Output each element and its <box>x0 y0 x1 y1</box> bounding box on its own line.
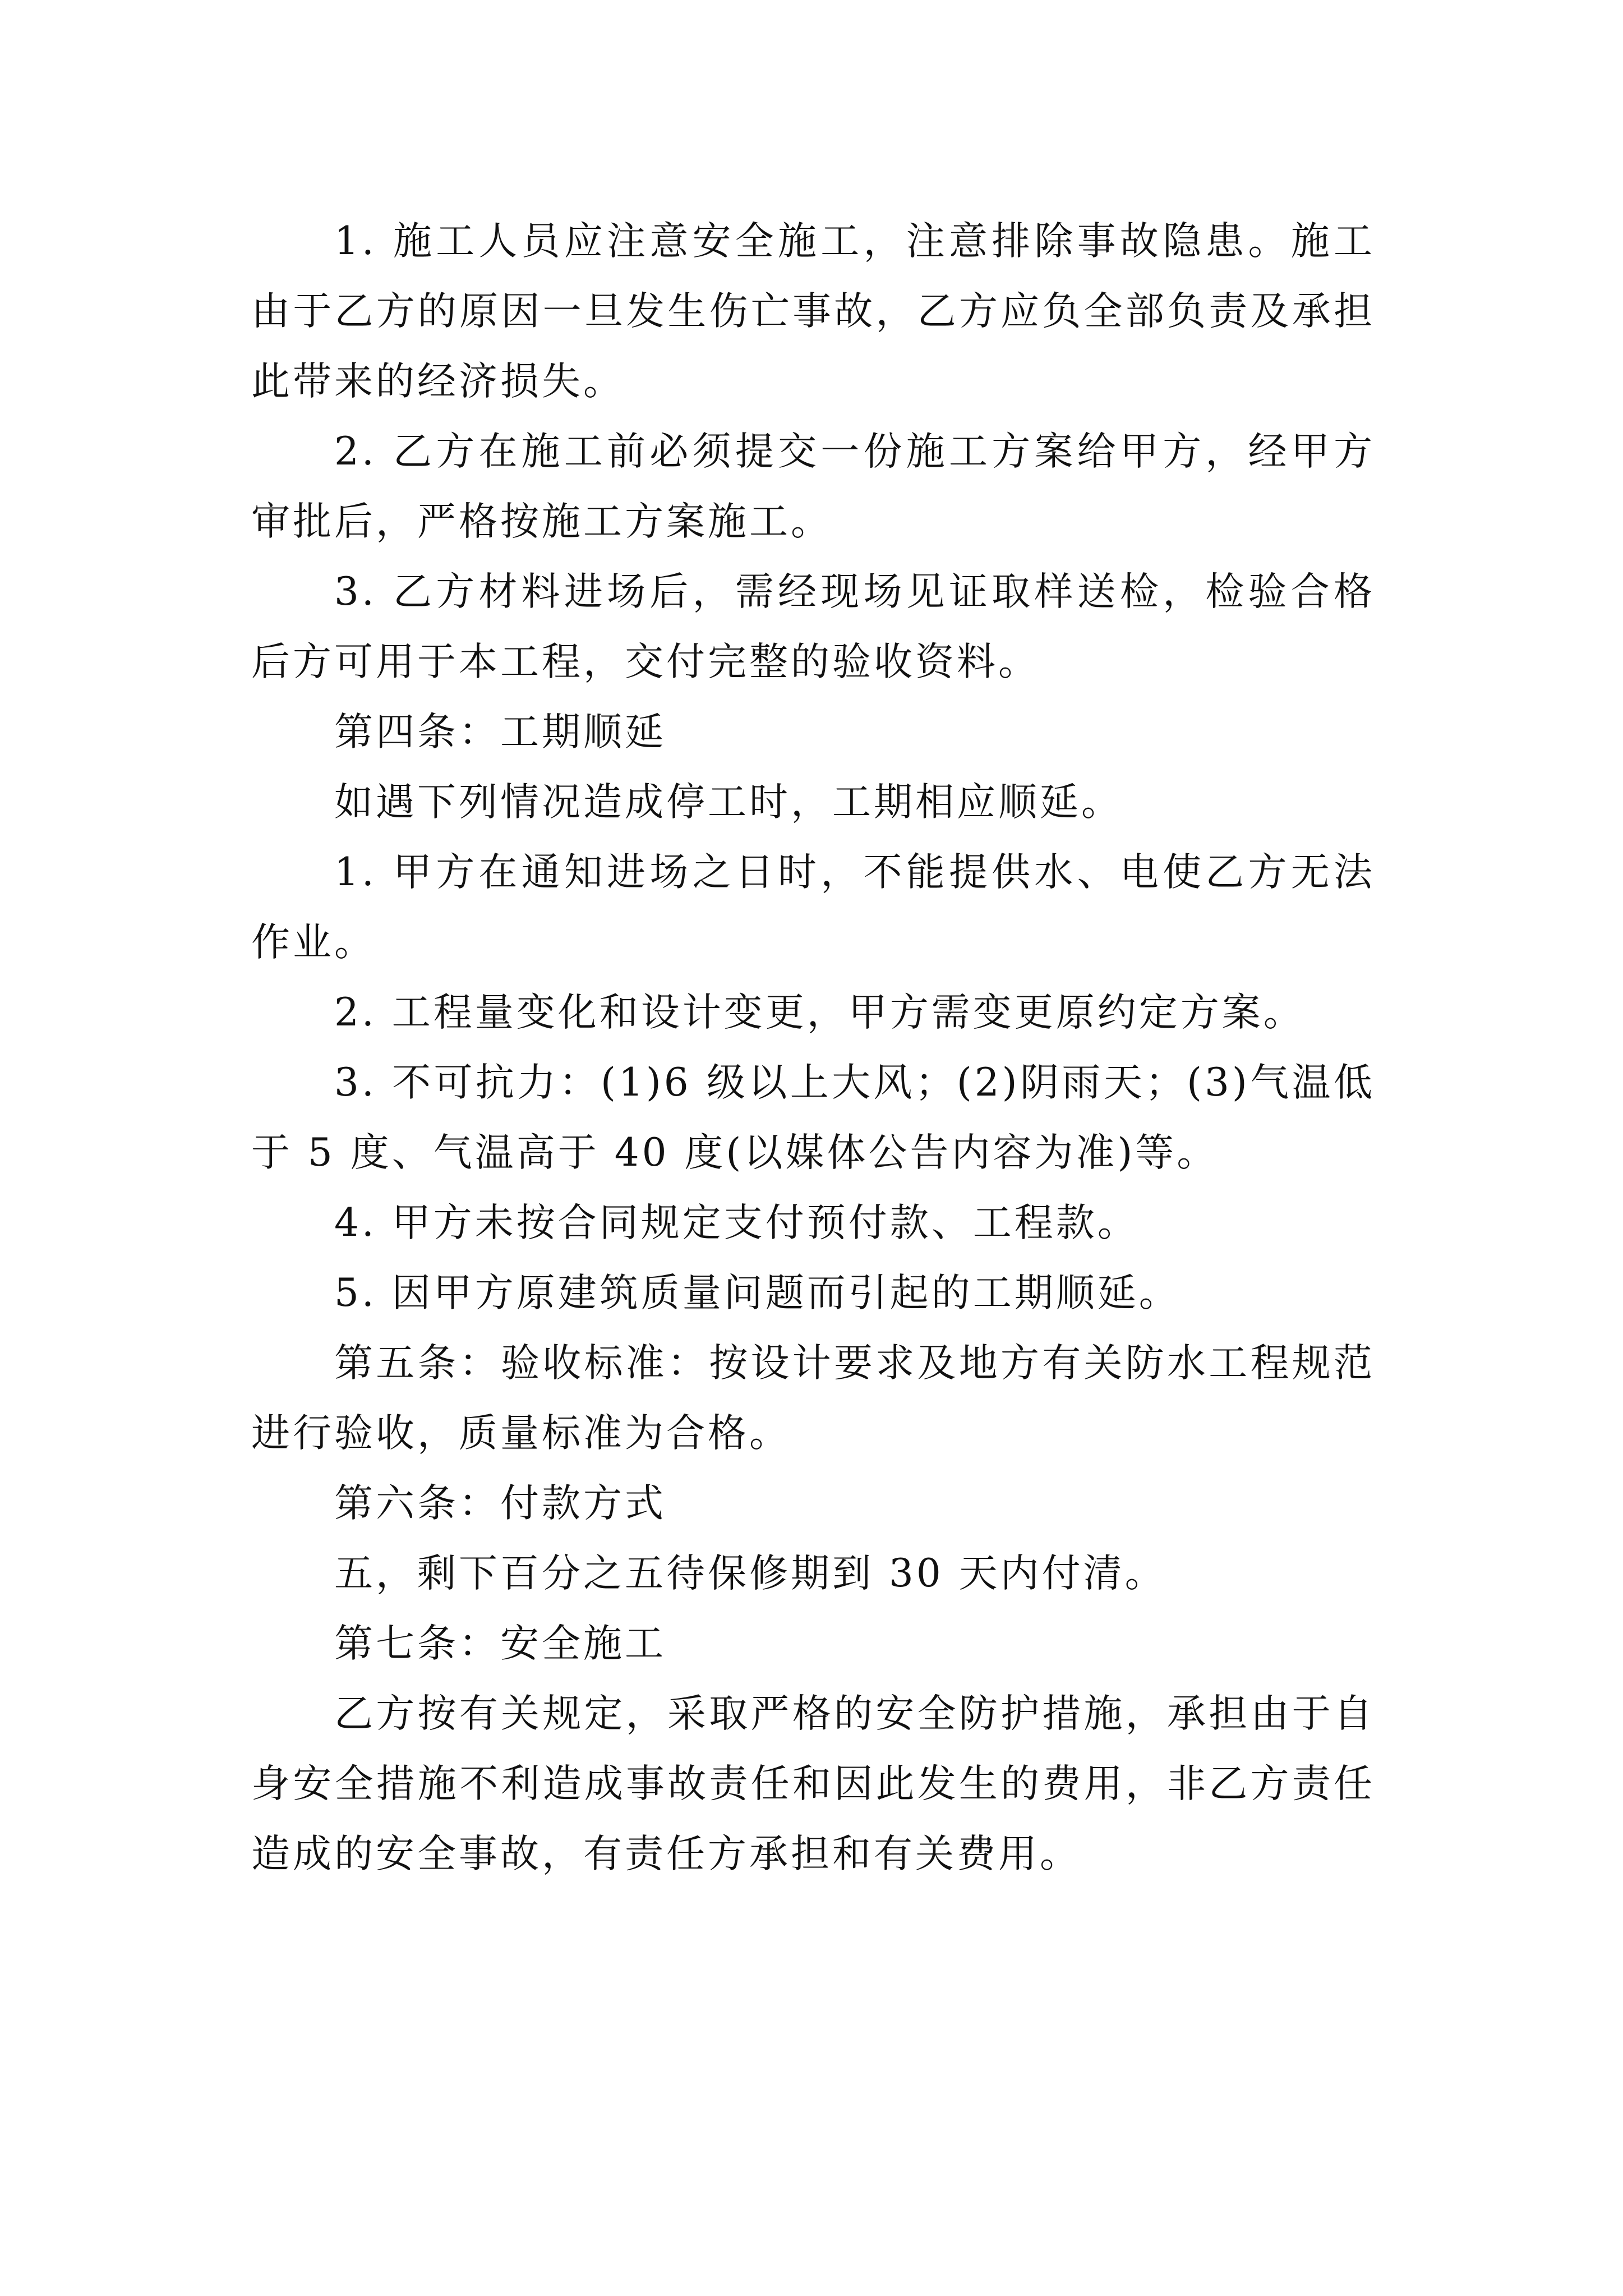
article-4-item-1: 1. 甲方在通知进场之日时，不能提供水、电使乙方无法作业。 <box>251 850 1375 965</box>
contract-body <box>251 206 1375 1889</box>
clause-item-2-plan: 2. 乙方在施工前必须提交一份施工方案给甲方，经甲方审批后，严格按施工方案施工。 <box>251 429 1375 544</box>
article-4-item-5: 5. 因甲方原建筑质量问题而引起的工期顺延。 <box>334 1271 1181 1315</box>
article-4-item-2: 2. 工程量变化和设计变更，甲方需变更原约定方案。 <box>334 990 1305 1035</box>
article-4-heading: 第四条：工期顺延 <box>334 710 666 754</box>
article-6-payment-item: 五，剩下百分之五待保修期到 30 天内付清。 <box>334 1551 1166 1596</box>
clause-item-3-materials: 3. 乙方材料进场后，需经现场见证取样送检，检验合格后方可用于本工程，交付完整的验收资料。 <box>251 569 1375 684</box>
article-4-intro: 如遇下列情况造成停工时，工期相应顺延。 <box>334 780 1123 825</box>
article-7-body: 乙方按有关规定，采取严格的安全防护措施，承担由于自身安全措施不利造成事故责任和因此发生的费用，非乙方责任造成的安全事故，有责任方承担和有关费用。 <box>251 1691 1375 1876</box>
article-7-heading: 第七条：安全施工 <box>334 1621 666 1666</box>
article-5-acceptance: 第五条：验收标准：按设计要求及地方有关防水工程规范进行验收，质量标准为合格。 <box>251 1341 1375 1456</box>
article-4-item-3: 3. 不可抗力：(1)6 级以上大风；(2)阴雨天；(3)气温低于 5 度、气温高于 40 度(以媒体公告内容为准)等。 <box>251 1060 1375 1175</box>
article-6-heading: 第六条：付款方式 <box>334 1481 666 1526</box>
article-4-item-4: 4. 甲方未按合同规定支付预付款、工程款。 <box>334 1200 1139 1245</box>
clause-item-1-safety: 1. 施工人员应注意安全施工，注意排除事故隐患。施工由于乙方的原因一旦发生伤亡事故，乙方应负全部负责及承担此带来的经济损失。 <box>251 219 1375 404</box>
